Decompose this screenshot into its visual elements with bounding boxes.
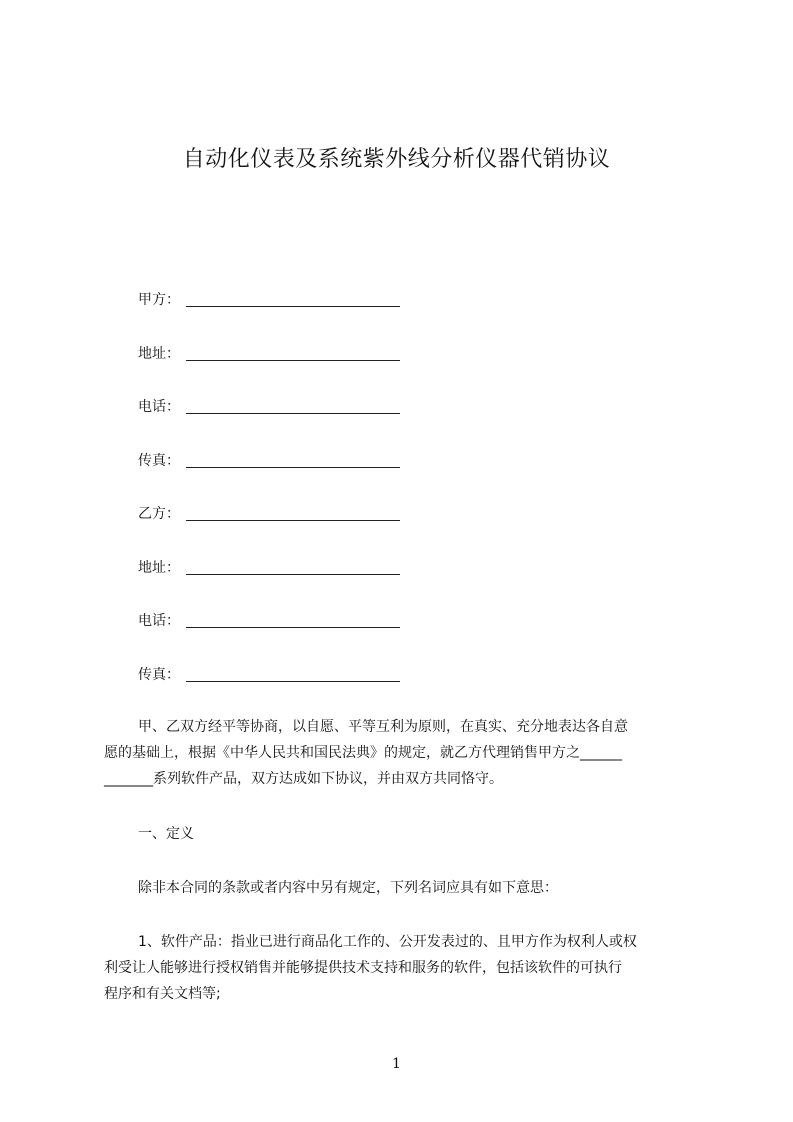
paragraph-line: _______系列软件产品，双方达成如下协议，并由双方共同恪守。	[104, 771, 503, 787]
field-party-b-phone	[138, 611, 438, 665]
field-party-a-address	[138, 344, 438, 398]
section-heading: 一、定义	[138, 826, 194, 842]
blank-underline	[186, 413, 400, 414]
field-party-b-fax	[138, 665, 438, 719]
paragraph-line: 甲、乙双方经平等协商，以自愿、平等互利为原则，在真实、充分地表达各自意	[138, 719, 628, 735]
blank-underline	[186, 520, 400, 521]
blank-underline	[186, 681, 400, 682]
field-party-a	[138, 290, 438, 344]
field-label: 地址：	[138, 559, 180, 576]
document-title: 自动化仪表及系统紫外线分析仪器代销协议	[182, 147, 611, 172]
paragraph-line: 程序和有关文档等;	[104, 986, 221, 1002]
blank-underline	[186, 627, 400, 628]
blank-underline	[186, 306, 400, 307]
field-label: 传真：	[138, 452, 180, 469]
field-party-a-fax	[138, 451, 438, 505]
field-label: 地址：	[138, 345, 180, 362]
field-label: 电话：	[138, 613, 180, 629]
clause-1-paragraph	[104, 929, 704, 1007]
definition-intro: 除非本合同的条款或者内容中另有规定，下列名词应具有如下意思：	[138, 880, 558, 896]
blank-underline	[186, 360, 400, 361]
blank-underline	[186, 574, 400, 575]
field-party-a-phone	[138, 397, 438, 451]
paragraph-line: 1、软件产品：指业已进行商品化工作的、公开发表过的、且甲方作为权利人或权	[138, 934, 637, 950]
field-label: 乙方：	[138, 506, 180, 522]
blank-underline	[186, 467, 400, 468]
party-info-fields	[138, 290, 438, 718]
field-party-b-address	[138, 558, 438, 612]
field-label: 传真：	[138, 666, 180, 683]
intro-paragraph	[104, 714, 704, 792]
field-party-b	[138, 504, 438, 558]
paragraph-line: 利受让人能够进行授权销售并能够提供技术支持和服务的软件，包括该软件的可执行	[104, 960, 622, 976]
field-label: 甲方：	[138, 292, 180, 308]
paragraph-line: 愿的基础上，根据《中华人民共和国民法典》的规定，就乙方代理销售甲方之______	[104, 745, 622, 761]
field-label: 电话：	[138, 399, 180, 415]
page-number: 1	[392, 1056, 401, 1072]
